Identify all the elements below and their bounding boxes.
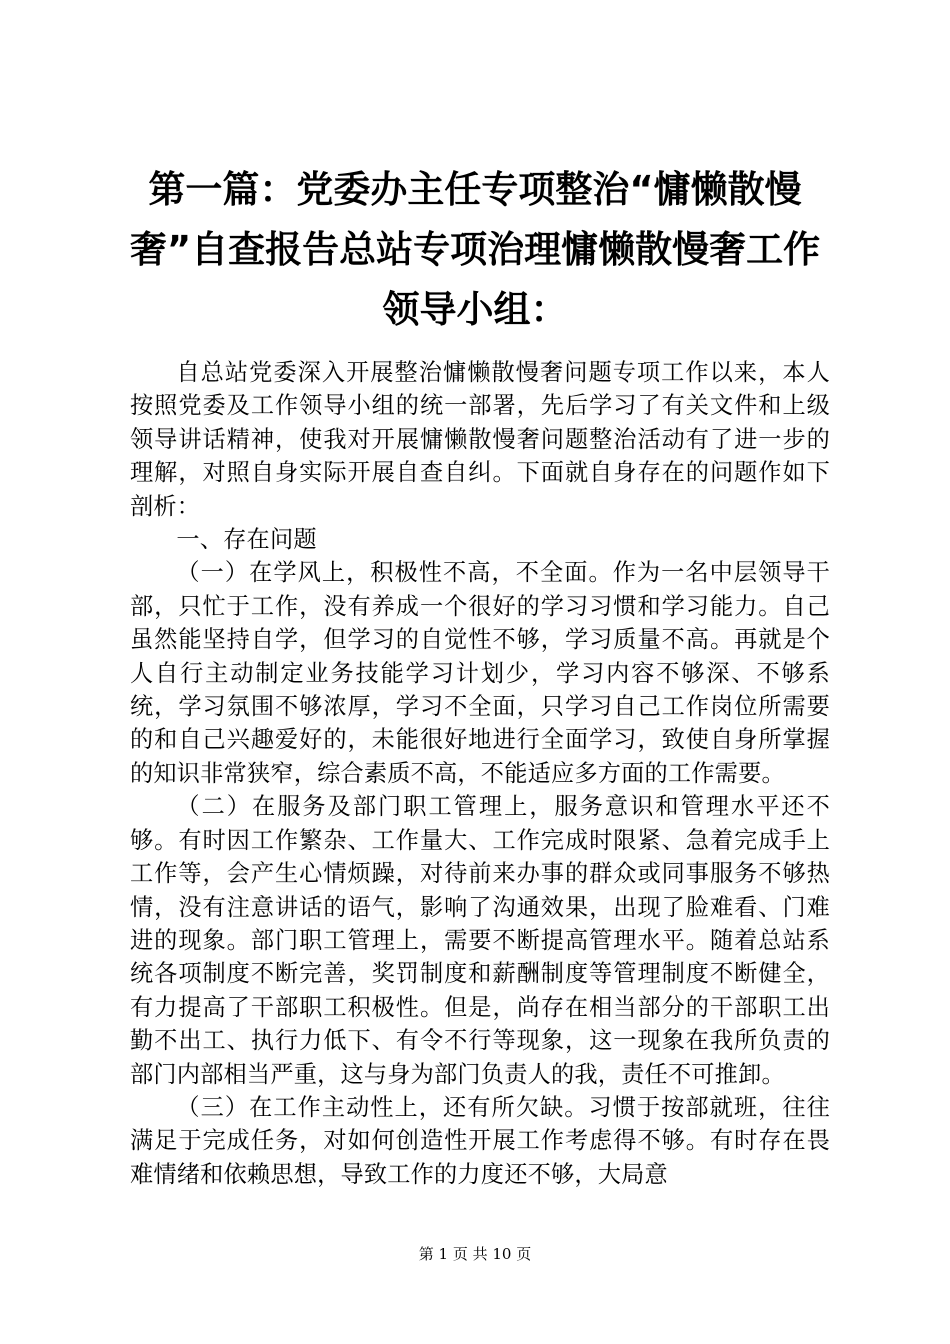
section-heading-problems: 一、存在问题 <box>176 526 317 554</box>
paragraph-initiative: （三）在工作主动性上，还有所欠缺。习惯于按部就班，往往满足于完成任务，对如何创造性开展工作考虑得不够。有时存在畏难情绪和依赖思想，导致工作的力度还不够，大局意 <box>130 1093 830 1188</box>
page-number: 第 1 页 共 10 页 <box>418 1245 532 1263</box>
paragraph-intro: 自总站党委深入开展整治慵懒散慢奢问题专项工作以来，本人按照党委及工作领导小组的统一部署，先后学习了有关文件和上级领导讲话精神，使我对开展慵懒散慢奢问题整治活动有了进一步的理解，对照自身实际开展自查自纠。下面就自身存在的问题作如下剖析： <box>130 359 830 520</box>
document-title: 第一篇：党委办主任专项整治“慵懒散慢奢”自查报告总站专项治理慵懒散慢奢工作领导小组： <box>129 168 821 331</box>
document-body <box>130 356 830 1191</box>
paragraph-study-style: （一）在学风上，积极性不高，不全面。作为一名中层领导干部，只忙于工作，没有养成一个很好的学习习惯和学习能力。自己虽然能坚持自学，但学习的自觉性不够，学习质量不高。再就是个人自行主动制定业务技能学习计划少，学习内容不够深、不够系统，学习氛围不够浓厚，学习不全面，只学习自己工作岗位所需要的和自己兴趣爱好的，未能很好地进行全面学习，致使自身所掌握的知识非常狭窄，综合素质不高，不能适应多方面的工作需要。 <box>130 559 830 787</box>
paragraph-service-management: （二）在服务及部门职工管理上，服务意识和管理水平还不够。有时因工作繁杂、工作量大、工作完成时限紧、急着完成手上工作等，会产生心情烦躁，对待前来办事的群众或同事服务不够热情，没有注意讲话的语气，影响了沟通效果，出现了脸难看、门难进的现象。部门职工管理上，需要不断提高管理水平。随着总站系统各项制度不断完善，奖罚制度和薪酬制度等管理制度不断健全，有力提高了干部职工积极性。但是，尚存在相当部分的干部职工出勤不出工、执行力低下、有令不行等现象，这一现象在我所负责的部门内部相当严重，这与身为部门负责人的我，责任不可推卸。 <box>130 793 830 1088</box>
